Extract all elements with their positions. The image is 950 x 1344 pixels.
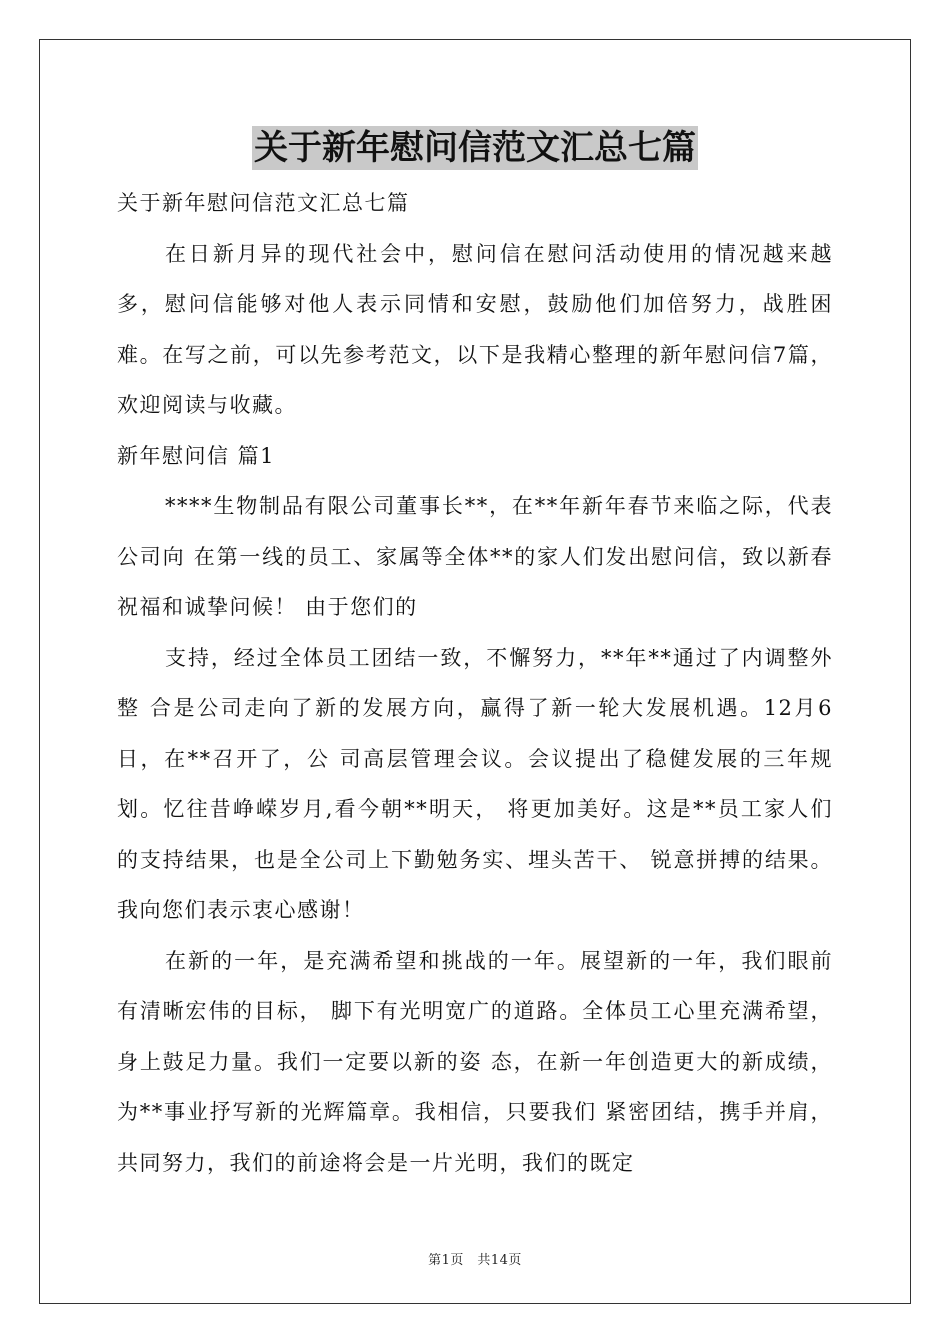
body-paragraph: 在新的一年，是充满希望和挑战的一年。展望新的一年，我们眼前有清晰宏伟的目标， 脚下有光明宽广的道路。全体员工心里充满希望，身上鼓足力量。我们一定要以新的姿 态，在新一年创造更大的新成绩，为**事业抒写新的光辉篇章。我相信，只要我们 紧密团结，携手并肩，共同努力，我们的前途将会是一片光明，我们的既定 <box>117 948 833 1175</box>
body-paragraph: 支持，经过全体员工团结一致，不懈努力，**年**通过了内调整外整 合是公司走向了新的发展方向，赢得了新一轮大发展机遇。12月6日，在**召开了，公 司高层管理会议。会议提出了稳健发展的三年规划。忆往昔峥嵘岁月,看今朝**明天， 将更加美好。这是**员工家人们的支持结果，也是全公司上下勤勉务实、埋头苦干、 锐意拼搏的结果。我向您们表示衷心感谢！ <box>117 645 833 922</box>
page-number: 第1页 共14页 <box>428 1253 522 1268</box>
document-subtitle: 关于新年慰问信范文汇总七篇 <box>117 191 410 215</box>
document-body <box>117 178 833 1188</box>
document-title <box>0 126 950 170</box>
section-heading: 新年慰问信 篇1 <box>117 443 276 468</box>
body-paragraph: ****生物制品有限公司董事长**，在**年新年春节来临之际，代表公司向 在第一线的员工、家属等全体**的家人们发出慰问信，致以新春祝福和诚挚问候！ 由于您们的 <box>117 494 833 619</box>
intro-paragraph: 在日新月异的现代社会中，慰问信在慰问活动使用的情况越来越多，慰问信能够对他人表示同情和安慰，鼓励他们加倍努力，战胜困难。在写之前，可以先参考范文，以下是我精心整理的新年慰问信7篇，欢迎阅读与收藏。 <box>117 241 833 417</box>
page-footer <box>0 1249 950 1268</box>
document-title-text: 关于新年慰问信范文汇总七篇 <box>254 128 696 168</box>
